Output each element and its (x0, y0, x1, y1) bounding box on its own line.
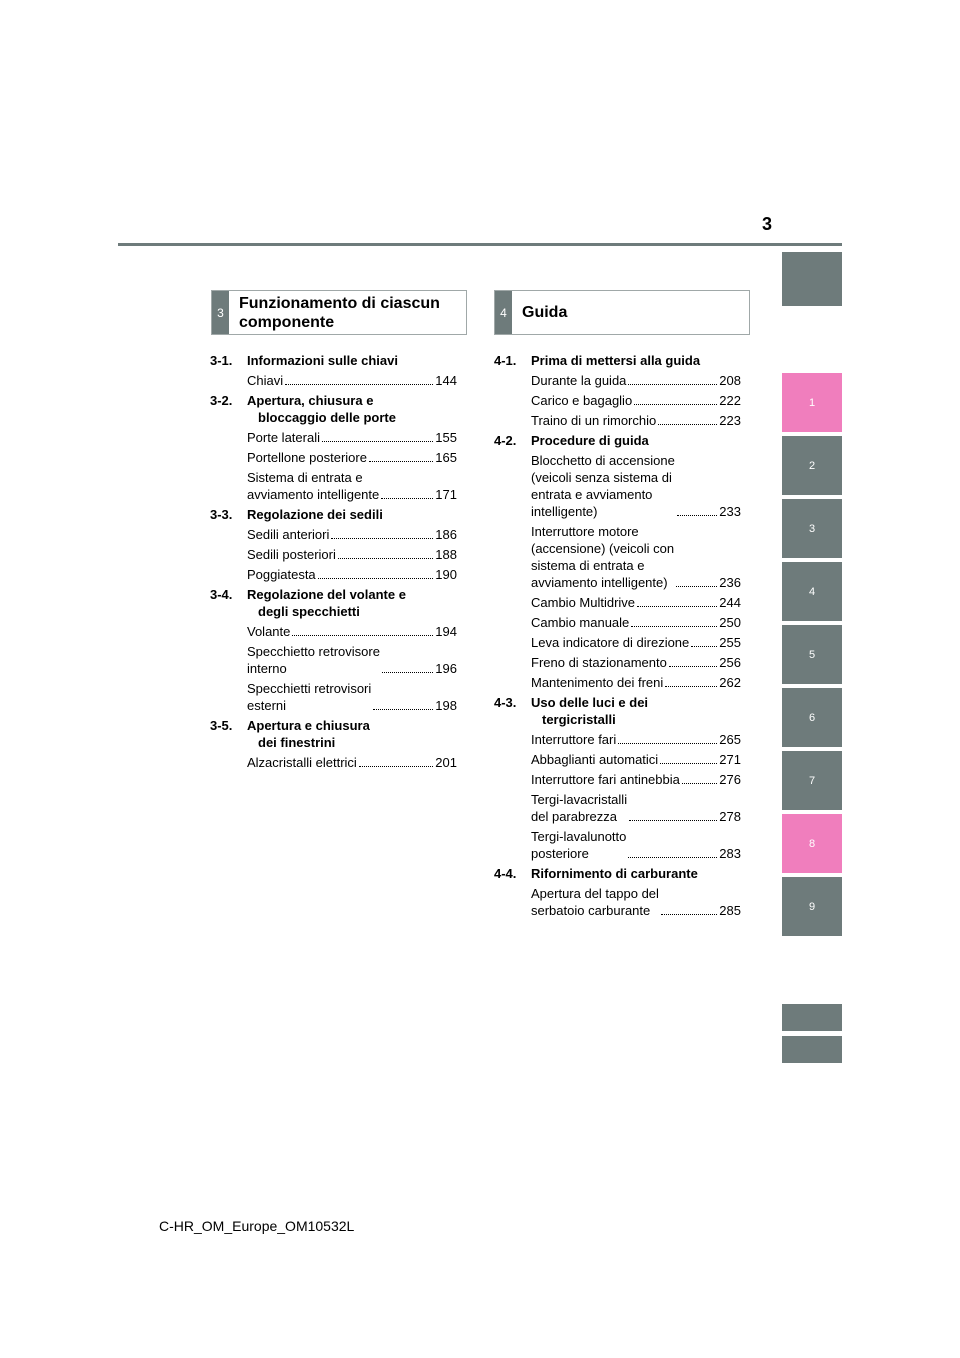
toc-group-number: 3-4. (210, 587, 233, 602)
toc-entry-page: 208 (719, 373, 741, 388)
toc-group-title (531, 432, 649, 449)
chapter-tab-2[interactable]: 2 (782, 436, 842, 495)
toc-entry-title: Blocchetto di accensione (veicoli senza sistema di entrata e avviamento intelligente) (531, 453, 675, 519)
footer-doc-code: C-HR_OM_Europe_OM10532L (159, 1218, 355, 1234)
chapter-tab-4[interactable]: 4 (782, 562, 842, 621)
chapter-tab-5[interactable]: 5 (782, 625, 842, 684)
toc-leader-dots (665, 686, 717, 687)
toc-group (494, 432, 741, 691)
toc-leader-dots (628, 857, 717, 858)
toc-group-number: 3-2. (210, 393, 233, 408)
section-4-header (494, 290, 750, 335)
toc-group-title (531, 352, 700, 369)
toc-entry-title: Specchietti retrovisori esterni (247, 681, 372, 713)
toc-entry-title: Chiavi (247, 373, 284, 388)
toc-group-title-line: degli specchietti (258, 604, 360, 619)
toc-leader-dots (676, 586, 717, 587)
toc-entry-page: 196 (435, 661, 457, 676)
toc-group-title (531, 694, 648, 728)
toc-leader-dots (373, 709, 433, 710)
header-rule (118, 243, 842, 246)
toc-entry[interactable] (531, 674, 741, 691)
toc-group-heading[interactable] (210, 352, 457, 369)
toc-entry-title: Sedili anteriori (247, 527, 330, 542)
toc-leader-dots (677, 515, 717, 516)
page-number: 3 (761, 214, 772, 234)
toc-group (210, 586, 457, 714)
toc-group-heading[interactable] (210, 506, 457, 523)
toc-entry-page: 194 (435, 624, 457, 639)
chapter-tab-1[interactable]: 1 (782, 373, 842, 432)
toc-entry-page: 244 (719, 595, 741, 610)
toc-leader-dots (682, 783, 717, 784)
toc-leader-dots (661, 914, 717, 915)
toc-entry[interactable] (531, 771, 741, 788)
toc-entry[interactable] (247, 429, 457, 446)
toc-entry[interactable] (531, 654, 741, 671)
toc-group (494, 865, 741, 919)
toc-group-title-line: Rifornimento di carburante (531, 866, 698, 881)
toc-entry-page: 278 (719, 809, 741, 824)
toc-entry-page: 223 (719, 413, 741, 428)
toc-entry[interactable] (531, 412, 741, 429)
toc-leader-dots (338, 558, 433, 559)
toc-entry[interactable] (247, 680, 457, 714)
toc-group-title-line: Regolazione del volante e (247, 587, 406, 602)
chapter-tab-7[interactable]: 7 (782, 751, 842, 810)
toc-group-number: 3-1. (210, 353, 233, 368)
toc-entry-title: Interruttore motore (accensione) (veicoli con sistema di entrata e avviamento intelligente) (531, 524, 675, 590)
toc-group (210, 717, 457, 771)
toc-entry-title: Cambio manuale (531, 615, 630, 630)
toc-column-section-4 (494, 352, 741, 922)
toc-leader-dots (629, 820, 717, 821)
toc-leader-dots (285, 384, 433, 385)
toc-entry-page: 201 (435, 755, 457, 770)
toc-group-title-line: Uso delle luci e dei (531, 695, 649, 710)
toc-leader-dots (637, 606, 717, 607)
toc-entry-title: Abbaglianti automatici (531, 752, 659, 767)
toc-entry-page: 256 (719, 655, 741, 670)
toc-group-title (247, 586, 406, 620)
toc-entry-page: 188 (435, 547, 457, 562)
toc-group-title (247, 717, 370, 751)
toc-entry-page: 250 (719, 615, 741, 630)
toc-entry-title: Apertura del tappo del serbatoio carburante (531, 886, 659, 918)
toc-entry-title: Traino di un rimorchio (531, 413, 657, 428)
toc-entry[interactable] (531, 372, 741, 389)
toc-entry[interactable] (531, 594, 741, 611)
toc-entry-page: 255 (719, 635, 741, 650)
chapter-tab-6[interactable]: 6 (782, 688, 842, 747)
toc-group-title (247, 392, 396, 426)
toc-group-heading[interactable] (210, 717, 457, 751)
toc-group-title-line: Apertura e chiusura (247, 718, 370, 733)
toc-group-title-line: Regolazione dei sedili (247, 507, 383, 522)
section-3-title: Funzionamento di ciascun componente (239, 295, 440, 331)
toc-leader-dots (660, 763, 717, 764)
toc-group (210, 392, 457, 503)
toc-entry-title: Durante la guida (531, 373, 627, 388)
toc-group-number: 4-2. (494, 433, 517, 448)
toc-group-heading[interactable] (494, 352, 741, 369)
toc-group-number: 3-5. (210, 718, 233, 733)
toc-group (494, 694, 741, 862)
toc-group-title (247, 352, 398, 369)
toc-entry-page: 198 (435, 698, 457, 713)
toc-entry-title: Sedili posteriori (247, 547, 336, 562)
toc-entry-title: Specchietto retrovisore interno (247, 644, 380, 676)
toc-entry-title: Alzacristalli elettrici (247, 755, 357, 770)
toc-entry[interactable] (247, 754, 457, 771)
toc-entry-title: Interruttore fari (531, 732, 617, 747)
toc-leader-dots (382, 672, 433, 673)
toc-group-title-line: Procedure di guida (531, 433, 649, 448)
toc-entry-page: 171 (435, 487, 457, 502)
toc-entry-title: Freno di stazionamento (531, 655, 667, 670)
toc-leader-dots (292, 635, 433, 636)
toc-group-title-line: bloccaggio delle porte (258, 410, 396, 425)
toc-leader-dots (618, 743, 717, 744)
toc-leader-dots (658, 424, 717, 425)
toc-entry[interactable] (531, 751, 741, 768)
toc-leader-dots (369, 461, 433, 462)
toc-group-title (247, 506, 383, 523)
toc-entry-title: Poggiatesta (247, 567, 316, 582)
toc-group (494, 352, 741, 429)
toc-entry[interactable] (247, 623, 457, 640)
toc-entry-title: Tergi-lavacristalli del parabrezza (531, 792, 628, 824)
toc-entry-title: Interruttore fari antinebbia (531, 772, 680, 787)
toc-entry[interactable] (531, 731, 741, 748)
toc-entry[interactable] (247, 546, 457, 563)
toc-group-title (531, 865, 698, 882)
toc-entry-page: 222 (719, 393, 741, 408)
toc-leader-dots (634, 404, 717, 405)
toc-entry-page: 165 (435, 450, 457, 465)
section-4-title: Guida (522, 304, 568, 321)
toc-entry[interactable] (247, 566, 457, 583)
toc-leader-dots (381, 498, 433, 499)
chapter-tab-3[interactable]: 3 (782, 499, 842, 558)
toc-entry[interactable] (247, 469, 457, 503)
toc-leader-dots (669, 666, 717, 667)
toc-entry-title: Mantenimento dei freni (531, 675, 664, 690)
toc-entry-page: 271 (719, 752, 741, 767)
toc-group-number: 3-3. (210, 507, 233, 522)
toc-leader-dots (691, 646, 717, 647)
toc-entry-title: Tergi-lavalunotto posteriore (531, 829, 627, 861)
toc-entry[interactable] (531, 828, 741, 862)
toc-leader-dots (322, 441, 433, 442)
toc-entry-page: 276 (719, 772, 741, 787)
toc-group-title-line: Apertura, chiusura e (247, 393, 374, 408)
toc-entry[interactable] (531, 614, 741, 631)
toc-entry-title: Carico e bagaglio (531, 393, 633, 408)
toc-leader-dots (628, 384, 717, 385)
toc-entry[interactable] (247, 449, 457, 466)
chapter-tab-blank-a[interactable] (782, 1004, 842, 1031)
toc-leader-dots (631, 626, 717, 627)
toc-entry[interactable] (531, 452, 741, 520)
toc-entry[interactable] (531, 392, 741, 409)
toc-column-section-3 (210, 352, 457, 774)
toc-entry-page: 186 (435, 527, 457, 542)
chapter-tab-blank-b[interactable] (782, 1036, 842, 1063)
section-3-header (211, 290, 467, 335)
toc-entry-title: Sistema di entrata e avviamento intelligente (247, 470, 380, 502)
toc-entry[interactable] (531, 634, 741, 651)
toc-group-heading[interactable] (494, 865, 741, 882)
toc-entry-page: 155 (435, 430, 457, 445)
toc-entry[interactable] (247, 526, 457, 543)
toc-entry-page: 190 (435, 567, 457, 582)
toc-group-heading[interactable] (210, 586, 457, 620)
toc-group-title-line: Informazioni sulle chiavi (247, 353, 398, 368)
section-4-number: 4 (495, 291, 512, 334)
toc-group-heading[interactable] (494, 432, 741, 449)
toc-leader-dots (359, 766, 433, 767)
toc-entry-page: 262 (719, 675, 741, 690)
toc-entry-title: Leva indicatore di direzione (531, 635, 690, 650)
toc-entry-title: Cambio Multidrive (531, 595, 636, 610)
toc-entry-page: 283 (719, 846, 741, 861)
toc-entry[interactable] (247, 643, 457, 677)
toc-entry-title: Volante (247, 624, 291, 639)
toc-entry[interactable] (531, 523, 741, 591)
toc-group (210, 506, 457, 583)
toc-leader-dots (318, 578, 434, 579)
toc-group-title-line: Prima di mettersi alla guida (531, 353, 701, 368)
toc-group-heading[interactable] (494, 694, 741, 728)
chapter-tab-blank-top[interactable] (782, 252, 842, 306)
toc-entry[interactable] (531, 791, 741, 825)
toc-entry-title: Porte laterali (247, 430, 320, 445)
toc-group-number: 4-1. (494, 353, 517, 368)
toc-group-title-line: dei finestrini (258, 735, 336, 750)
toc-leader-dots (331, 538, 433, 539)
toc-entry-page: 236 (719, 575, 741, 590)
toc-group-heading[interactable] (210, 392, 457, 426)
toc-entry-page: 265 (719, 732, 741, 747)
toc-entry[interactable] (531, 885, 741, 919)
toc-entry[interactable] (247, 372, 457, 389)
toc-entry-page: 233 (719, 504, 741, 519)
chapter-tab-8[interactable]: 8 (782, 814, 842, 873)
toc-group-title-line: tergicristalli (542, 712, 616, 727)
toc-group (210, 352, 457, 389)
toc-group-number: 4-3. (494, 695, 517, 710)
toc-entry-page: 144 (435, 373, 457, 388)
chapter-tab-9[interactable]: 9 (782, 877, 842, 936)
toc-entry-title: Portellone posteriore (247, 450, 367, 465)
toc-group-number: 4-4. (494, 866, 517, 881)
toc-entry-page: 285 (719, 903, 741, 918)
section-3-number: 3 (212, 291, 229, 334)
